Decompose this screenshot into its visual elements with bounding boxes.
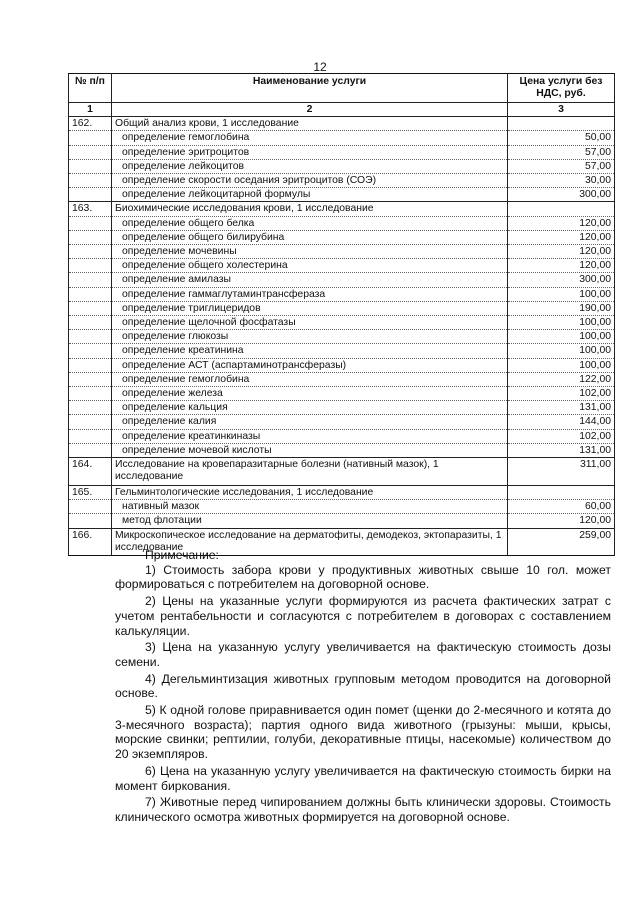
- note-item: 2) Цены на указанные услуги формируются из расчета фактических затрат с учетом рентабельности и согласуются с потребителем в договорах с составлением калькуляции.: [115, 594, 611, 638]
- service-item-price: 131,00: [508, 443, 615, 457]
- service-item-row: [69, 415, 615, 429]
- service-item-row: [69, 259, 615, 273]
- service-item-name: определение гаммаглутаминтрансфераза: [112, 287, 508, 301]
- service-item-name: определение лейкоцитарной формулы: [112, 188, 508, 202]
- table-header-row: [69, 74, 615, 103]
- service-item-price: 120,00: [508, 245, 615, 259]
- service-item-price: 100,00: [508, 330, 615, 344]
- service-item-row: [69, 159, 615, 173]
- service-item-price: 50,00: [508, 131, 615, 145]
- service-name: Общий анализ крови, 1 исследование: [112, 117, 508, 131]
- service-price: 311,00: [508, 458, 615, 486]
- service-item-num-cell: [69, 429, 112, 443]
- service-price: [508, 202, 615, 216]
- service-number: 163.: [69, 202, 112, 216]
- service-item-name: определение железа: [112, 387, 508, 401]
- service-item-name: метод флотации: [112, 514, 508, 528]
- service-item-row: [69, 287, 615, 301]
- service-item-price: 190,00: [508, 301, 615, 315]
- service-item-price: 100,00: [508, 287, 615, 301]
- service-item-name: определение общего холестерина: [112, 259, 508, 273]
- service-item-num-cell: [69, 358, 112, 372]
- service-item-row: [69, 344, 615, 358]
- service-group-row: [69, 458, 615, 486]
- notes-section: [115, 548, 611, 827]
- service-item-num-cell: [69, 259, 112, 273]
- service-item-num-cell: [69, 230, 112, 244]
- header-name: Наименование услуги: [112, 74, 508, 103]
- service-item-row: [69, 174, 615, 188]
- service-item-row: [69, 401, 615, 415]
- service-item-price: 131,00: [508, 401, 615, 415]
- service-number: 165.: [69, 485, 112, 499]
- note-item: 1) Стоимость забора крови у продуктивных животных свыше 10 гол. может формироваться с потребителем на договорной основе.: [115, 562, 611, 592]
- service-item-name: определение эритроцитов: [112, 145, 508, 159]
- service-item-name: определение скорости оседания эритроцитов (СОЭ): [112, 174, 508, 188]
- service-item-price: 100,00: [508, 316, 615, 330]
- service-item-row: [69, 131, 615, 145]
- service-item-name: определение глюкозы: [112, 330, 508, 344]
- service-item-name: определение калия: [112, 415, 508, 429]
- service-item-num-cell: [69, 273, 112, 287]
- service-price: 259,00: [508, 528, 615, 556]
- column-index-row: [69, 103, 615, 117]
- service-item-num-cell: [69, 415, 112, 429]
- service-item-name: определение лейкоцитов: [112, 159, 508, 173]
- note-item: 7) Животные перед чипированием должны быть клинически здоровы. Стоимость клинического осмотра животных формируется на договорной основе.: [115, 795, 611, 824]
- service-item-num-cell: [69, 245, 112, 259]
- service-item-price: 30,00: [508, 174, 615, 188]
- service-item-row: [69, 273, 615, 287]
- service-item-num-cell: [69, 145, 112, 159]
- service-item-price: 122,00: [508, 372, 615, 386]
- service-item-num-cell: [69, 372, 112, 386]
- service-item-row: [69, 230, 615, 244]
- service-price: [508, 485, 615, 499]
- service-item-name: определение мочевины: [112, 245, 508, 259]
- service-item-row: [69, 443, 615, 457]
- service-item-row: [69, 514, 615, 528]
- service-item-row: [69, 316, 615, 330]
- service-item-price: 100,00: [508, 344, 615, 358]
- price-table: [68, 73, 615, 556]
- service-item-num-cell: [69, 330, 112, 344]
- service-item-row: [69, 245, 615, 259]
- header-price: Цена услуги без НДС, руб.: [508, 74, 615, 103]
- service-price: [508, 117, 615, 131]
- service-item-price: 102,00: [508, 429, 615, 443]
- notes-title: Примечание:: [145, 548, 219, 562]
- service-item-price: 100,00: [508, 358, 615, 372]
- page-number: 12: [313, 60, 327, 74]
- service-item-row: [69, 372, 615, 386]
- service-item-row: [69, 330, 615, 344]
- service-item-num-cell: [69, 401, 112, 415]
- service-item-name: определение креатинина: [112, 344, 508, 358]
- service-item-name: определение креатинкиназы: [112, 429, 508, 443]
- service-item-name: определение щелочной фосфатазы: [112, 316, 508, 330]
- service-group-row: [69, 485, 615, 499]
- note-item: 3) Цена на указанную услугу увеличивается на фактическую стоимость дозы семени.: [115, 640, 611, 669]
- service-item-num-cell: [69, 387, 112, 401]
- service-item-num-cell: [69, 344, 112, 358]
- service-item-name: определение общего билирубина: [112, 230, 508, 244]
- service-item-price: 300,00: [508, 188, 615, 202]
- service-item-name: определение триглицеридов: [112, 301, 508, 315]
- service-item-price: 60,00: [508, 500, 615, 514]
- service-item-row: [69, 301, 615, 315]
- service-item-num-cell: [69, 131, 112, 145]
- index-cell: 2: [112, 103, 508, 117]
- service-item-num-cell: [69, 216, 112, 230]
- service-item-row: [69, 145, 615, 159]
- note-item: 6) Цена на указанную услугу увеличивается на фактическую стоимость бирки на момент биркования.: [115, 763, 611, 793]
- service-item-price: 102,00: [508, 387, 615, 401]
- service-item-num-cell: [69, 301, 112, 315]
- service-item-num-cell: [69, 316, 112, 330]
- index-cell: 1: [69, 103, 112, 117]
- service-item-price: 144,00: [508, 415, 615, 429]
- service-item-row: [69, 500, 615, 514]
- service-item-price: 57,00: [508, 145, 615, 159]
- service-item-price: 57,00: [508, 159, 615, 173]
- service-item-price: 120,00: [508, 514, 615, 528]
- header-num: № п/п: [69, 74, 112, 103]
- service-item-row: [69, 358, 615, 372]
- service-name: Микроскопическое исследование на дерматофиты, демодекоз, эктопаразиты, 1 исследование: [112, 528, 508, 556]
- service-name: Биохимические исследования крови, 1 исследование: [112, 202, 508, 216]
- note-item: 5) К одной голове приравнивается один помет (щенки до 2-месячного и котята до 3-месячного возраста); партия одного вида животного (грызуны: мыши, крысы, морские свинки; рептилии, голуби, декоративные птицы, насекомые) количеством до 20 экземпляров.: [115, 703, 611, 762]
- service-item-name: определение амилазы: [112, 273, 508, 287]
- service-item-name: определение общего белка: [112, 216, 508, 230]
- service-item-price: 120,00: [508, 216, 615, 230]
- service-number: 164.: [69, 458, 112, 486]
- service-item-num-cell: [69, 159, 112, 173]
- service-item-price: 300,00: [508, 273, 615, 287]
- service-item-num-cell: [69, 287, 112, 301]
- service-name: Исследование на кровепаразитарные болезни (нативный мазок), 1 исследование: [112, 458, 508, 486]
- service-item-price: 120,00: [508, 259, 615, 273]
- service-item-name: нативный мазок: [112, 500, 508, 514]
- service-item-name: определение гемоглобина: [112, 131, 508, 145]
- service-item-price: 120,00: [508, 230, 615, 244]
- service-item-name: определение мочевой кислоты: [112, 443, 508, 457]
- service-item-row: [69, 387, 615, 401]
- service-item-num-cell: [69, 174, 112, 188]
- service-number: 166.: [69, 528, 112, 556]
- service-item-name: определение гемоглобина: [112, 372, 508, 386]
- service-name: Гельминтологические исследования, 1 исследование: [112, 485, 508, 499]
- index-cell: 3: [508, 103, 615, 117]
- service-item-num-cell: [69, 443, 112, 457]
- service-item-row: [69, 188, 615, 202]
- service-item-name: определение кальция: [112, 401, 508, 415]
- service-item-num-cell: [69, 188, 112, 202]
- service-item-row: [69, 429, 615, 443]
- note-item: 4) Дегельминтизация животных групповым методом проводится на договорной основе.: [115, 671, 611, 701]
- service-item-name: определение АСТ (аспартаминотрансферазы): [112, 358, 508, 372]
- service-group-row: [69, 117, 615, 131]
- service-group-row: [69, 202, 615, 216]
- service-item-num-cell: [69, 500, 112, 514]
- service-item-row: [69, 216, 615, 230]
- service-number: 162.: [69, 117, 112, 131]
- service-item-num-cell: [69, 514, 112, 528]
